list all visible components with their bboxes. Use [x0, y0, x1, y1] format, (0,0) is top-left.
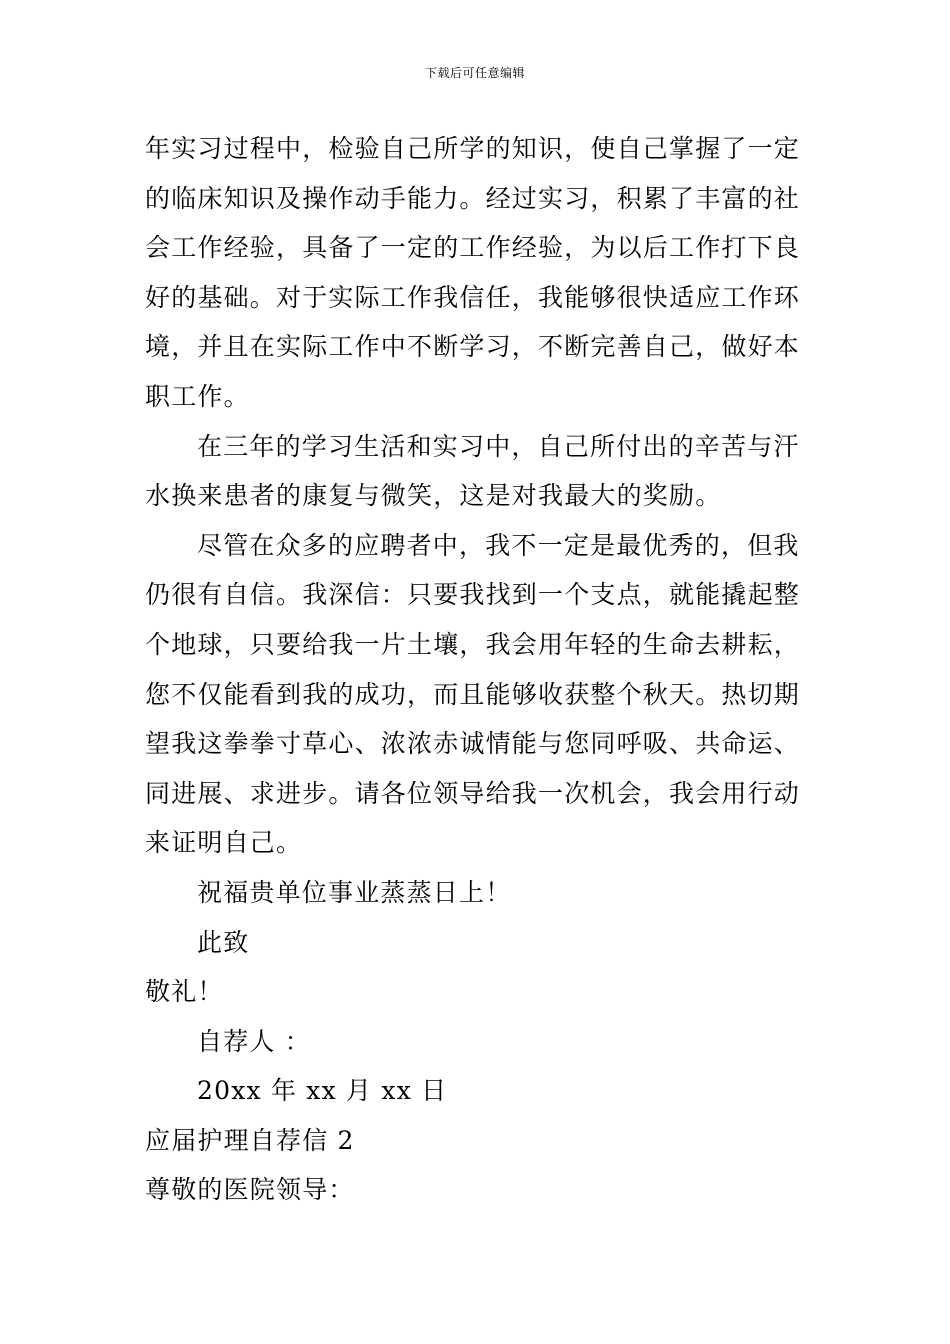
wish-line: 祝福贵单位事业蒸蒸日上！ [197, 877, 512, 907]
text-line: 好的基础。对于实际工作我信任，我能够很快适应工作环 [145, 282, 801, 312]
text-line: 境，并且在实际工作中不断学习，不断完善自己，做好本 [145, 332, 801, 362]
salute-line: 敬礼！ [145, 977, 224, 1007]
text-line: 尽管在众多的应聘者中，我不一定是最优秀的，但我 [197, 530, 800, 560]
text-line: 在三年的学习生活和实习中，自己所付出的辛苦与汗 [197, 431, 800, 461]
text-line: 年实习过程中，检验自己所学的知识，使自己掌握了一定 [145, 134, 801, 163]
header-note: 下载后可任意编辑 [424, 66, 525, 80]
text-line: 职工作。 [145, 381, 250, 411]
section-title: 应届护理自荐信 2 [145, 1125, 355, 1155]
paragraph-reward [145, 422, 810, 521]
text-line: 的临床知识及操作动手能力。经过实习，积累了丰富的社 [145, 183, 801, 213]
paragraph-internship [145, 124, 810, 422]
text-line: 同进展、求进步。请各位领导给我一次机会，我会用行动 [145, 778, 801, 808]
text-line: 会工作经验，具备了一定的工作经验，为以后工作打下良 [145, 233, 801, 263]
date-line: 20xx 年 xx 月 xx 日 [197, 1076, 448, 1106]
signature-line: 自荐人 ： [197, 1026, 311, 1056]
paragraph-confidence [145, 521, 810, 868]
document-body [145, 124, 810, 1215]
closing-line: 此致 [197, 927, 250, 957]
text-line: 水换来患者的康复与微笑，这是对我最大的奖励。 [145, 481, 722, 511]
text-line: 您不仅能看到我的成功，而且能够收获整个秋天。热切期 [145, 679, 801, 709]
text-line: 个地球，只要给我一片土壤，我会用年轻的生命去耕耘， [145, 629, 801, 659]
salutation-line: 尊敬的医院领导： [145, 1175, 355, 1205]
text-line: 来证明自己。 [145, 828, 303, 858]
text-line: 望我这拳拳寸草心、浓浓赤诚情能与您同呼吸、共命运、 [145, 729, 801, 759]
text-line: 仍很有自信。我深信：只要我找到一个支点，就能撬起整 [145, 580, 801, 610]
